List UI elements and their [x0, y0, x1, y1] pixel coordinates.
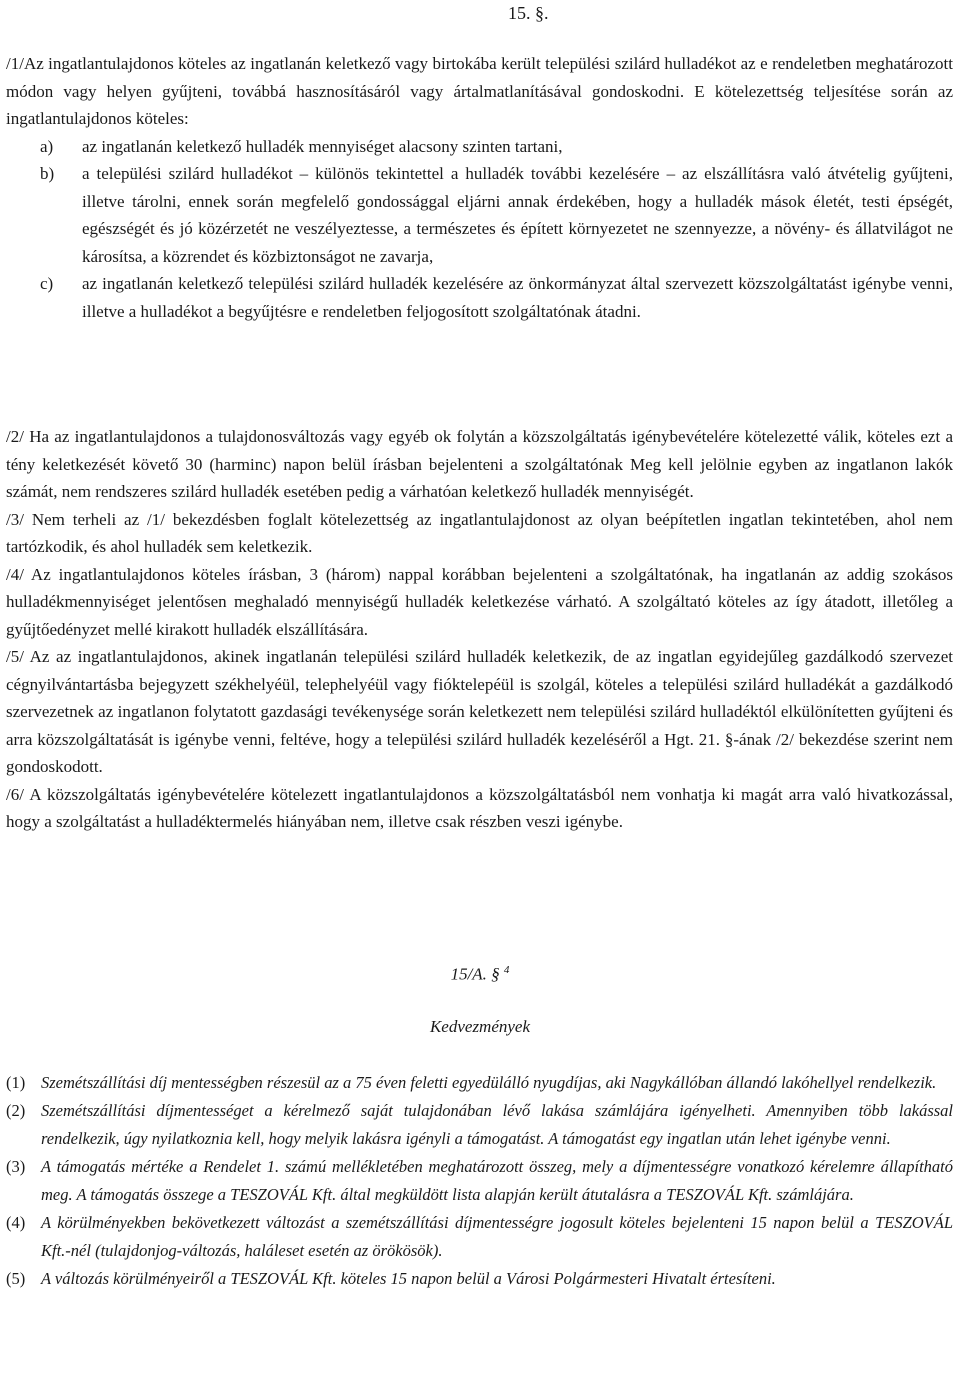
list-item [6, 270, 953, 325]
list-item-marker: c) [40, 274, 54, 293]
list-item-text: az ingatlanán keletkező települési szilárd hulladék kezelésére az önkormányzat által szervezett közszolgáltatást igénybe venni, illetve a hulladékot a begyűjtésre e rendeletben feljogosított szolgáltatónak átadni. [82, 274, 953, 321]
paragraph-4: /4/ Az ingatlantulajdonos köteles írásban, 3 (három) nappal korábban bejelenteni a szolgáltatónak, ha ingatlanán az addig szokásos hulladékmennyiséget jelentősen meghaladó mennyiségű hulladék keletkezése várható. A szolgáltató köteles az így átadott, illetőleg a gyűjtőedényzet mellé kirakott hulladék elszállítására. [6, 564, 953, 639]
list-item-marker: a) [40, 136, 54, 156]
list-item-marker: (3) [6, 1157, 26, 1176]
paragraph-2: /2/ Ha az ingatlantulajdonos a tulajdonosváltozás vagy egyéb ok folytán a közszolgáltatás igénybevételére kötelezetté válik, köteles ezt a tény keletkezését követő 30 (harminc) napon belül írásban bejelenteni a szolgáltatónak Meg kell jelölnie egyben az ingatlanon lakók számát, nem rendszeres szilárd hulladék esetében pedig a várhatóan keletkező hulladék mennyiségét. [6, 427, 953, 501]
list-item-text: Szemétszállítási díj mentességben részesül az a 75 éven feletti egyedülálló nyugdíjas, aki Nagykállóban állandó lakóhellyel rendelkezik. [41, 1073, 937, 1092]
list-item [6, 1097, 953, 1153]
list-item-marker: (4) [6, 1213, 26, 1232]
footnote-reference: 4 [503, 964, 510, 976]
section-15a-title: 15/A. § $^4$ [450, 964, 510, 984]
list-item-text: Szemétszállítási díjmentességet a kérelmező saját tulajdonában lévő lakása számlájára igényelheti. Amennyiben több lakással rendelkezik, úgy nyilatkoznia kell, hogy melyik lakásra igényli a támogatást. A támogatást egy ingatlan után lehet igénybe venni. [41, 1101, 953, 1148]
list-item [6, 1069, 953, 1097]
list-item [6, 1209, 953, 1265]
list-item-marker: b) [40, 164, 55, 183]
paragraph-5: /5/ Az az ingatlantulajdonos, akinek ingatlanán települési szilárd hulladék keletkezik, de az ingatlan egyidejűleg gazdálkodó szervezet cégnyilvántartásba bejegyzett székhelyéül, telephelyéül vagy fióktelepéül is szolgál, köteles a települési szilárd hulladékát a gazdálkodó szervezetnek az ingatlanon folytatott gazdasági tevékenysége során keletkezett nem települési szilárd hulladéktól elkülönítetten gyűjteni és arra közszolgáltatását is igénybe venni, feltéve, hogy a települési szilárd hulladék kezeléséről a Hgt. 21. §-ának /2/ bekezdése szerint nem gondoskodott. [6, 647, 953, 776]
section-15-body [6, 50, 953, 325]
list-item-text: A változás körülményeiről a TESZOVÁL Kft. köteles 15 napon belül a Városi Polgármesteri Hivatalt értesíteni. [41, 1269, 776, 1288]
paragraph-1-list [6, 133, 953, 326]
section-15a-subtitle-wrap [0, 1013, 960, 1041]
list-item [6, 160, 953, 270]
list-item [6, 1265, 953, 1293]
paragraph-3: /3/ Nem terheli az /1/ bekezdésben foglalt kötelezettség az ingatlantulajdonost az olyan beépítetlen ingatlan tekintetében, ahol nem tartózkodik, és ahol hulladék sem keletkezik. [6, 509, 953, 556]
list-item-marker: (5) [6, 1269, 26, 1288]
section-15a-header [0, 956, 960, 989]
list-item [6, 1153, 953, 1209]
section-15-paragraphs [6, 423, 953, 836]
section-number: 15. §. [508, 3, 549, 23]
paragraph-1-intro: /1/Az ingatlantulajdonos köteles az ingatlanán keletkező vagy birtokába került települési szilárd hulladékot az e rendeletben meghatározott módon vagy helyen gyűjteni, továbbá hasznosításáról vagy ártalmatlanításával gondoskodni. E kötelezettség teljesítése során az ingatlantulajdonos köteles: [6, 54, 953, 128]
list-item-marker: (2) [6, 1101, 26, 1120]
list-item [6, 133, 953, 161]
benefits-list [6, 1069, 953, 1293]
list-item-text: A körülményekben bekövetkezett változást a szemétszállítási díjmentességre jogosult köteles bejelenteni 15 napon belül a TESZOVÁL Kft.-nél (tulajdonjog-változás, haláleset esetén az örökösök). [41, 1213, 953, 1260]
section-15a-body [6, 1069, 953, 1293]
list-item-marker: (1) [6, 1073, 26, 1092]
section-15a-subtitle: Kedvezmények [429, 1017, 531, 1036]
paragraph-6: /6/ A közszolgáltatás igénybevételére kötelezett ingatlantulajdonos a közszolgáltatásból nem vonhatja ki magát arra való hivatkozással, hogy a szolgáltatást a hulladéktermelés hiányában nem, illetve csak részben veszi igénybe. [6, 784, 953, 831]
list-item-text: a települési szilárd hulladékot – különös tekintettel a hulladék további kezelésére – az elszállításra való átvételig gyűjteni, illetve tárolni, ennek során megfelelő gondossággal eljárni annak érdekében, hogy a hulladék mások életét, testi épségét, egészségét és jó közérzetét ne veszélyeztesse, a természetes és épített környezetet ne szennyezze, a növény- és állatvilágot ne károsítsa, a közrendet és közbiztonságot ne zavarja, [82, 164, 953, 266]
list-item-text: A támogatás mértéke a Rendelet 1. számú mellékletében meghatározott összeg, mely a díjmentességre vonatkozó kérelemre állapítható meg. A támogatás összege a TESZOVÁL Kft. által megküldött lista alapján került átutalásra a TESZOVÁL Kft. számlájára. [41, 1157, 953, 1204]
list-item-text: az ingatlanán keletkező hulladék mennyiséget alacsony szinten tartani, [82, 136, 563, 156]
